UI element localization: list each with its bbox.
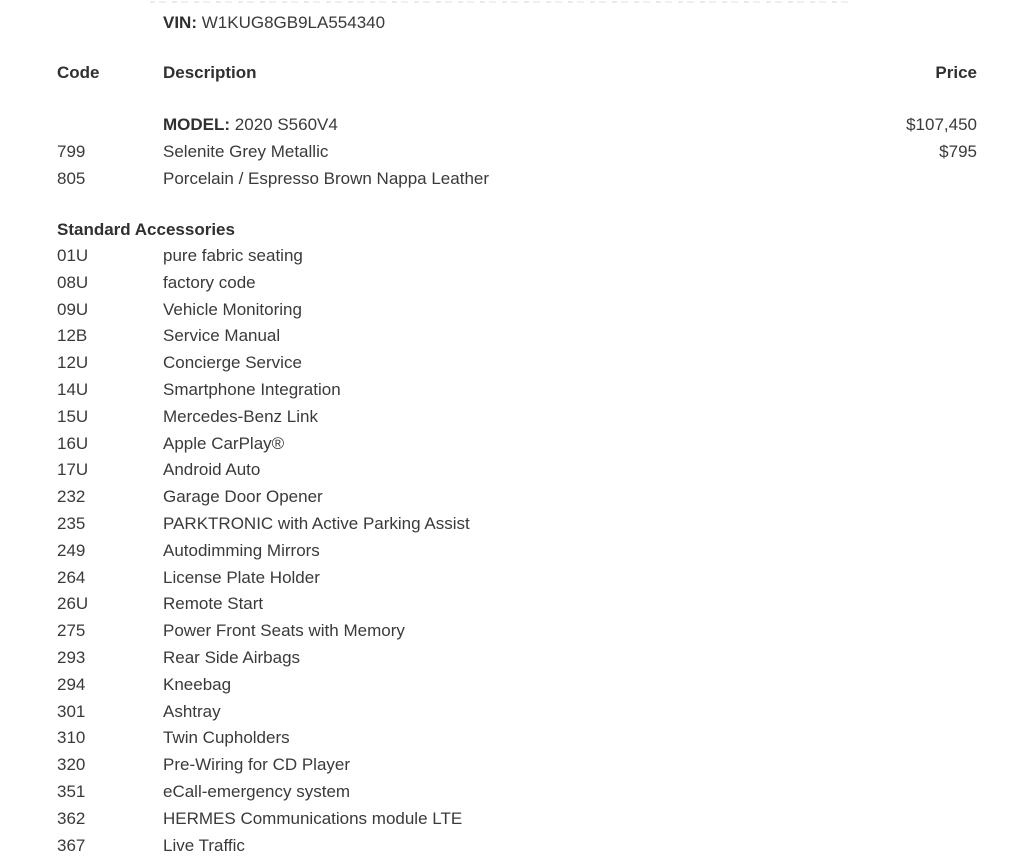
accessory-code: 01U <box>57 246 89 265</box>
accessory-code: 301 <box>57 701 86 721</box>
vin-value: W1KUG8GB9LA554340 <box>201 13 386 32</box>
accessory-description: eCall-emergency system <box>163 781 351 801</box>
accessory-description: Service Manual <box>163 326 281 346</box>
accessory-row <box>57 565 977 592</box>
option-price <box>847 165 977 192</box>
accessory-code: 17U <box>57 460 89 480</box>
accessory-row <box>57 538 977 565</box>
accessory-code: 08U <box>57 272 89 292</box>
accessory-code: 16U <box>57 433 89 453</box>
accessory-description: Ashtray <box>163 701 221 721</box>
accessory-description: Power Front Seats with Memory <box>163 621 405 641</box>
accessory-code: 293 <box>57 647 86 667</box>
standard-accessories-list <box>57 243 977 859</box>
accessory-description: Rear Side Airbags <box>163 647 301 667</box>
column-header-description: Description <box>163 63 257 82</box>
standard-accessories-title: Standard Accessories <box>57 220 235 239</box>
accessory-code: 12U <box>57 353 89 373</box>
accessory-description: Smartphone Integration <box>163 379 341 399</box>
accessory-description: Kneebag <box>163 674 232 694</box>
option-code: 805 <box>57 169 86 188</box>
accessory-code: 294 <box>57 674 86 694</box>
accessory-description: License Plate Holder <box>163 567 320 587</box>
model-price: $107,450 <box>906 115 977 134</box>
accessory-code: 351 <box>57 781 86 801</box>
accessory-row <box>57 779 977 806</box>
option-code: 799 <box>57 142 86 161</box>
accessory-description: Android Auto <box>163 460 261 480</box>
option-row <box>57 165 977 192</box>
accessory-row <box>57 725 977 752</box>
accessory-code: 264 <box>57 567 86 587</box>
model-description <box>163 111 847 138</box>
accessory-row <box>57 511 977 538</box>
accessory-code: 235 <box>57 513 86 533</box>
accessory-row <box>57 752 977 779</box>
model-label: MODEL: <box>163 115 231 134</box>
accessory-description: factory code <box>163 272 256 292</box>
accessory-code: 362 <box>57 808 86 828</box>
accessory-description: Live Traffic <box>163 835 245 855</box>
option-row <box>57 138 977 165</box>
accessory-description: Remote Start <box>163 594 264 614</box>
accessory-code: 09U <box>57 299 89 319</box>
accessory-row <box>57 833 977 860</box>
model-value: 2020 S560V4 <box>234 115 338 134</box>
document-sheet <box>0 9 1024 868</box>
accessory-code: 367 <box>57 835 86 855</box>
accessory-code: 320 <box>57 755 86 775</box>
accessory-code: 275 <box>57 621 86 641</box>
accessory-row <box>57 672 977 699</box>
accessory-code: 232 <box>57 487 86 507</box>
accessory-code: 26U <box>57 594 89 614</box>
accessory-code: 310 <box>57 728 86 748</box>
accessory-description: Garage Door Opener <box>163 487 323 507</box>
model-row <box>57 111 977 138</box>
accessory-row <box>57 297 977 324</box>
accessory-description: pure fabric seating <box>163 246 303 265</box>
accessory-row <box>57 350 977 377</box>
accessory-row <box>57 457 977 484</box>
accessory-row <box>57 431 977 458</box>
vin-label: VIN: <box>163 13 197 32</box>
clipped-text-remnant <box>150 0 850 4</box>
accessory-description: Vehicle Monitoring <box>163 299 302 319</box>
accessory-code: 15U <box>57 406 89 426</box>
accessory-code: 249 <box>57 540 86 560</box>
column-header-price: Price <box>935 63 977 82</box>
accessory-code: 14U <box>57 379 89 399</box>
accessory-description: Mercedes-Benz Link <box>163 406 318 426</box>
accessory-row <box>57 243 977 270</box>
accessory-description: Twin Cupholders <box>163 728 290 748</box>
accessory-description: HERMES Communications module LTE <box>163 808 463 828</box>
accessory-row <box>57 618 977 645</box>
accessory-row <box>57 484 977 511</box>
accessory-row <box>57 591 977 618</box>
accessory-row <box>57 806 977 833</box>
accessory-row <box>57 404 977 431</box>
accessory-row <box>57 377 977 404</box>
accessory-row <box>57 323 977 350</box>
accessory-description: Pre-Wiring for CD Player <box>163 755 351 775</box>
accessory-row <box>57 699 977 726</box>
option-description: Selenite Grey Metallic <box>163 142 329 161</box>
option-description: Porcelain / Espresso Brown Nappa Leather <box>163 169 490 188</box>
vin-line <box>163 9 977 36</box>
accessory-description: Autodimming Mirrors <box>163 540 320 560</box>
accessory-code: 12B <box>57 326 88 346</box>
option-price: $795 <box>939 142 977 161</box>
accessory-row <box>57 645 977 672</box>
model-row-code <box>57 111 163 138</box>
column-header-code: Code <box>57 63 100 82</box>
accessory-row <box>57 270 977 297</box>
table-header-row <box>57 59 977 86</box>
accessory-description: Concierge Service <box>163 353 302 373</box>
accessory-description: PARKTRONIC with Active Parking Assist <box>163 513 470 533</box>
accessory-description: Apple CarPlay® <box>163 433 285 453</box>
